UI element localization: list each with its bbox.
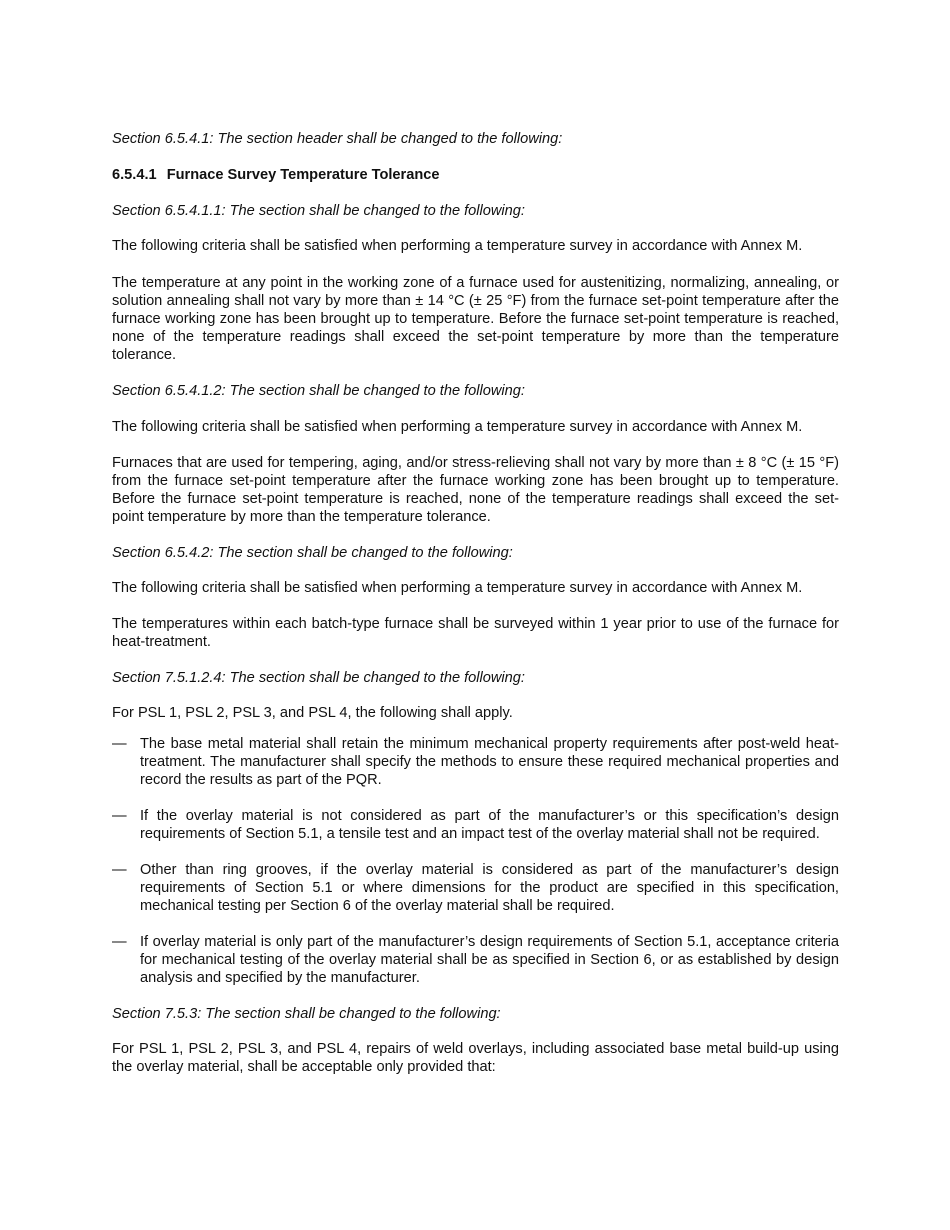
dash-item-text: Other than ring grooves, if the overlay material is considered as part of the manufacturer’s design requirements of Section 5.1 or where dimensions for the product are specified in this specification, mechanical testing per Section 6 of the overlay material shall be required. xyxy=(140,862,839,914)
dash-list-item xyxy=(112,861,839,915)
heading-number: 6.5.4.1 xyxy=(112,167,157,183)
dash-item-text: The base metal material shall retain the minimum mechanical property requirements after post-weld heat-treatment. The manufacturer shall specify the methods to ensure these required mechanical properties and record the results as part of the PQR. xyxy=(140,736,839,788)
section-note-7-5-1-2-4: Section 7.5.1.2.4: The section shall be changed to the following: xyxy=(112,670,525,686)
dash-bullet: — xyxy=(112,862,127,878)
section-note-7-5-3: Section 7.5.3: The section shall be changed to the following: xyxy=(112,1006,501,1022)
section-note-6-5-4-2: Section 6.5.4.2: The section shall be changed to the following: xyxy=(112,545,513,561)
paragraph-batch-furnace: The temperatures within each batch-type furnace shall be surveyed within 1 year prior to use of the furnace for heat-treatment. xyxy=(112,616,839,650)
dash-item-text: If overlay material is only part of the manufacturer’s design requirements of Section 5.1, acceptance criteria for mechanical testing of the overlay material shall be as specified in Section 6, or as established by design analysis and specified by the manufacturer. xyxy=(140,934,839,986)
dash-list-item xyxy=(112,933,839,987)
paragraph-working-zone: The temperature at any point in the working zone of a furnace used for austenitizing, normalizing, annealing, or solution annealing shall not vary by more than ± 14 °C (± 25 °F) from the furnace set-point temperature after the furnace working zone has been brought up to temperature. Before the furnace set-point temperature is reached, none of the temperature readings shall exceed the set-point temperature by more than the temperature tolerance. xyxy=(112,275,839,363)
paragraph-criteria-3: The following criteria shall be satisfied when performing a temperature survey in accordance with Annex M. xyxy=(112,580,803,596)
section-heading-6-5-4-1 xyxy=(112,166,839,184)
dash-list-item xyxy=(112,735,839,789)
paragraph-weld-overlay-repairs: For PSL 1, PSL 2, PSL 3, and PSL 4, repairs of weld overlays, including associated base metal build-up using the overlay material, shall be acceptable only provided that: xyxy=(112,1041,839,1075)
paragraph-psl-apply: For PSL 1, PSL 2, PSL 3, and PSL 4, the following shall apply. xyxy=(112,705,513,721)
section-note-6-5-4-1: Section 6.5.4.1: The section header shall be changed to the following: xyxy=(112,131,563,147)
dash-bullet: — xyxy=(112,934,127,950)
dash-bullet: — xyxy=(112,808,127,824)
paragraph-tempering: Furnaces that are used for tempering, aging, and/or stress-relieving shall not vary by more than ± 8 °C (± 15 °F) from the furnace set-point temperature after the furnace working zone has been brought up to temperature. Before the furnace set-point temperature is reached, none of the temperature readings shall exceed the set-point temperature by more than the temperature tolerance. xyxy=(112,455,839,525)
paragraph-criteria-1: The following criteria shall be satisfied when performing a temperature survey in accordance with Annex M. xyxy=(112,238,803,254)
dash-bullet: — xyxy=(112,736,127,752)
dash-list-item xyxy=(112,807,839,843)
section-note-6-5-4-1-2: Section 6.5.4.1.2: The section shall be changed to the following: xyxy=(112,383,525,399)
paragraph-criteria-2: The following criteria shall be satisfied when performing a temperature survey in accordance with Annex M. xyxy=(112,419,803,435)
section-note-6-5-4-1-1: Section 6.5.4.1.1: The section shall be changed to the following: xyxy=(112,203,525,219)
heading-title: Furnace Survey Temperature Tolerance xyxy=(166,167,440,183)
dash-item-text: If the overlay material is not considered as part of the manufacturer’s or this specification’s design requirements of Section 5.1, a tensile test and an impact test of the overlay material shall not be required. xyxy=(140,808,839,842)
document-page xyxy=(112,130,839,1076)
